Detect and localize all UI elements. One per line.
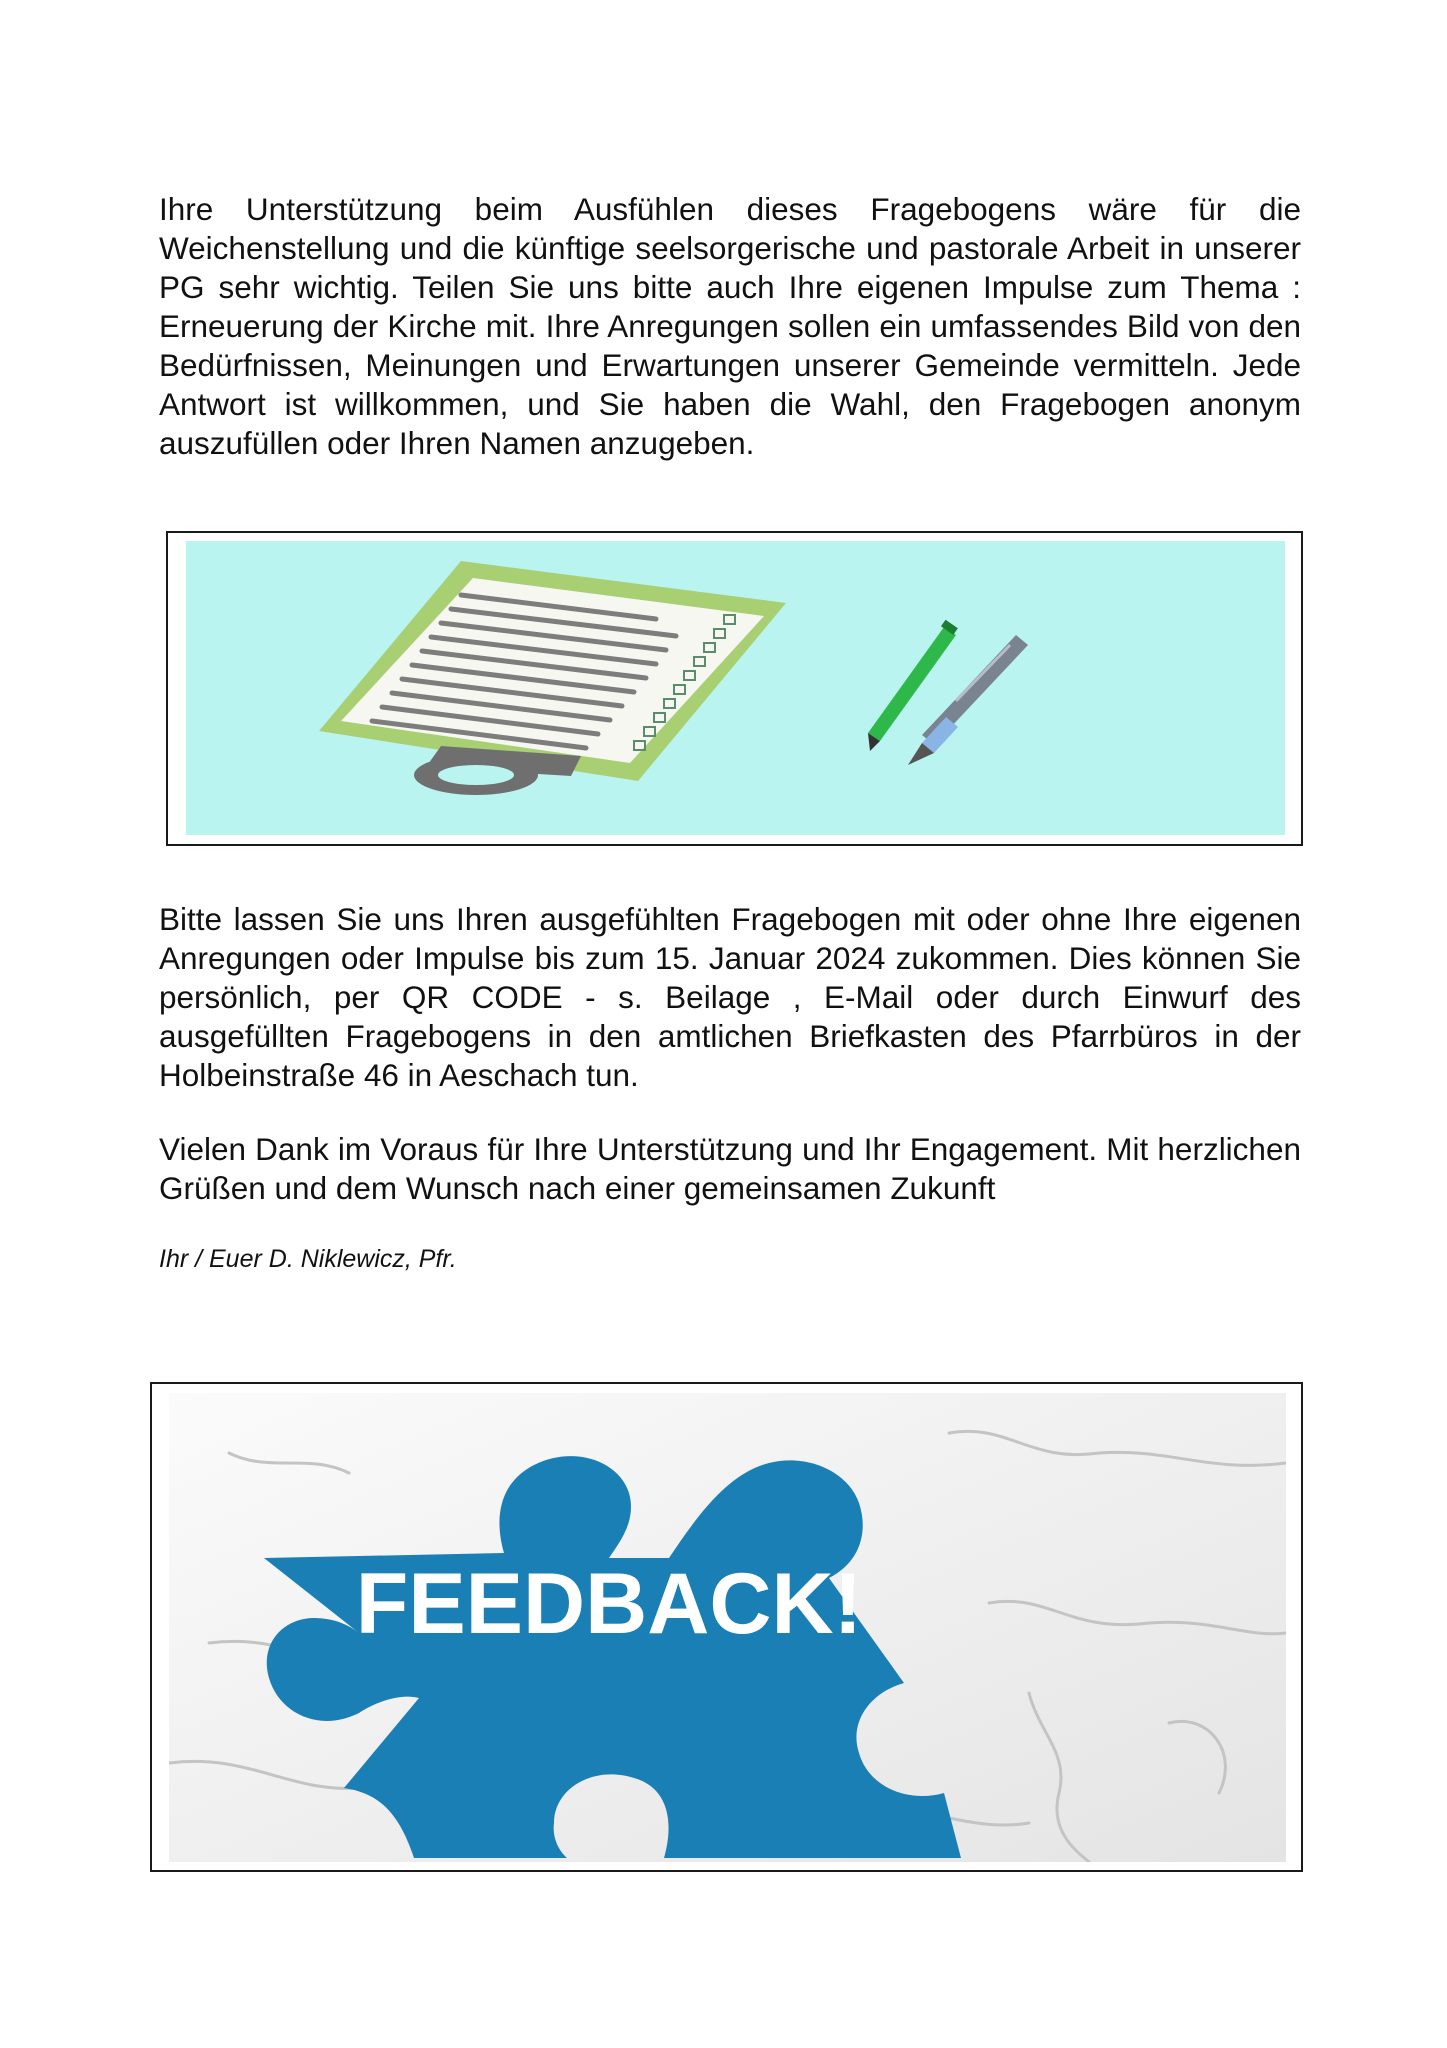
feedback-puzzle-image <box>169 1393 1286 1862</box>
clipboard-illustration-frame <box>166 531 1303 846</box>
feedback-image-frame <box>150 1382 1303 1872</box>
intro-paragraph: Ihre Unterstützung beim Ausfühlen dieses Fragebogens wäre für die Weichenstellung und die künftige seelsorgerische und pastorale Arbeit in unserer PG sehr wichtig. Teilen Sie uns bitte auch Ihre eigenen Impulse zum Thema : Erneuerung der Kirche mit. Ihre Anregungen sollen ein umfassendes Bild von den Bedürfnissen, Meinungen und Erwartungen unserer Gemeinde vermitteln. Jede Antwort ist willkommen, und Sie haben die Wahl, den Fragebogen anonym auszufüllen oder Ihren Namen anzugeben. <box>159 191 1301 461</box>
thanks-paragraph: Vielen Dank im Voraus für Ihre Unterstützung und Ihr Engagement. Mit herzlichen Grüßen und dem Wunsch nach einer gemeinsamen Zukunft <box>159 1131 1301 1206</box>
return-paragraph: Bitte lassen Sie uns Ihren ausgefühlten Fragebogen mit oder ohne Ihre eigenen Anregungen oder Impulse bis zum 15. Januar 2024 zukommen. Dies können Sie persönlich, per QR CODE - s. Beilage , E-Mail oder durch Einwurf des ausgefüllten Fragebogens in den amtlichen Briefkasten des Pfarrbüros in der Holbeinstraße 46 in Aeschach tun. <box>159 901 1301 1093</box>
clipboard-illustration <box>186 541 1285 835</box>
feedback-word: FEEDBACK! <box>355 1556 863 1652</box>
signature: Ihr / Euer D. Niklewicz, Pfr. <box>159 1245 457 1273</box>
